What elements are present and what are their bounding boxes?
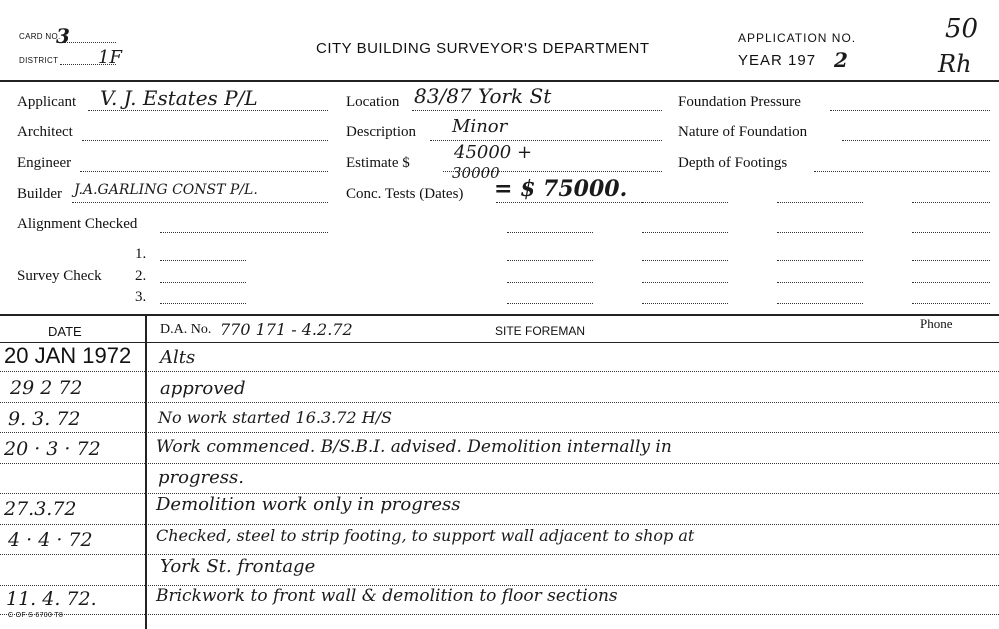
table-header-rule bbox=[0, 342, 999, 343]
location-line bbox=[412, 110, 662, 111]
table-top-rule bbox=[0, 314, 999, 316]
estimate-label: Estimate $ bbox=[346, 155, 410, 171]
right-line-c2 bbox=[912, 232, 990, 233]
row-line-1 bbox=[0, 371, 999, 372]
survey-line-2 bbox=[160, 282, 246, 283]
entry-text: York St. frontage bbox=[160, 556, 316, 577]
entry-date: 9. 3. 72 bbox=[8, 408, 81, 430]
row-line-2 bbox=[0, 402, 999, 403]
entry-date: 4 · 4 · 72 bbox=[8, 529, 93, 551]
depth-line bbox=[814, 171, 990, 172]
right-line-b4 bbox=[777, 282, 863, 283]
foundation-pressure-line bbox=[830, 110, 990, 111]
da-value: 770 171 - 4.2.72 bbox=[220, 320, 353, 339]
alignment-line bbox=[160, 232, 328, 233]
card-no-line bbox=[64, 42, 116, 43]
location-label: Location bbox=[346, 94, 400, 110]
builder-line bbox=[72, 202, 328, 203]
site-foreman-label: SITE FOREMAN bbox=[495, 324, 586, 338]
form-code: C OF S 6700 T8 bbox=[8, 612, 64, 619]
application-number: 50 bbox=[945, 14, 979, 44]
survey-line-3 bbox=[160, 303, 246, 304]
right-line-a3 bbox=[642, 260, 728, 261]
applicant-label: Applicant bbox=[17, 94, 77, 110]
right-line-b1 bbox=[777, 202, 863, 203]
estimate-value-1: 45000 + bbox=[454, 142, 533, 163]
conc-tests-line bbox=[496, 202, 662, 203]
entry-date: 20 JAN 1972 bbox=[4, 343, 132, 368]
right-line-c5 bbox=[912, 303, 990, 304]
row-line-4 bbox=[0, 463, 999, 464]
survey-num-2: 2. bbox=[135, 268, 147, 284]
survey-num-1: 1. bbox=[135, 246, 147, 262]
row-line-3 bbox=[0, 432, 999, 433]
entry-text: progress. bbox=[158, 467, 244, 488]
entry-date: 11. 4. 72. bbox=[6, 588, 97, 610]
card-no-label: CARD NO. bbox=[19, 32, 61, 41]
date-header: DATE bbox=[48, 324, 82, 339]
engineer-line bbox=[80, 171, 328, 172]
da-label: D.A. No. bbox=[160, 322, 212, 337]
alignment-label: Alignment Checked bbox=[17, 216, 138, 232]
table-column-divider bbox=[145, 315, 147, 629]
mid-extra-line-1 bbox=[507, 232, 593, 233]
nature-label: Nature of Foundation bbox=[678, 124, 808, 140]
right-line-a5 bbox=[642, 303, 728, 304]
nature-line bbox=[842, 140, 990, 141]
applicant-value: V. J. Estates P/L bbox=[100, 86, 258, 110]
estimate-value-2: 30000 bbox=[452, 164, 500, 182]
initials: Rh bbox=[938, 50, 972, 78]
survey-line-1 bbox=[160, 260, 246, 261]
right-line-b5 bbox=[777, 303, 863, 304]
header-rule bbox=[0, 80, 999, 82]
applicant-line bbox=[88, 110, 328, 111]
entry-text: No work started 16.3.72 H/S bbox=[158, 408, 392, 427]
mid-extra-line-3 bbox=[507, 282, 593, 283]
department-title: CITY BUILDING SURVEYOR'S DEPARTMENT bbox=[316, 40, 650, 57]
entry-date: 27.3.72 bbox=[4, 498, 77, 520]
description-label: Description bbox=[346, 124, 416, 140]
card-no-value: 3 bbox=[56, 24, 70, 48]
foundation-pressure-label: Foundation Pressure bbox=[678, 94, 801, 110]
right-line-a1 bbox=[642, 202, 728, 203]
row-line-5 bbox=[0, 493, 999, 494]
entry-text: approved bbox=[160, 378, 246, 399]
description-line bbox=[430, 140, 662, 141]
survey-check-label: Survey Check bbox=[17, 268, 102, 284]
row-line-9 bbox=[0, 614, 999, 615]
architect-line bbox=[82, 140, 328, 141]
right-line-c3 bbox=[912, 260, 990, 261]
application-label: APPLICATION NO. bbox=[738, 31, 857, 45]
entry-date: 20 · 3 · 72 bbox=[4, 438, 101, 460]
conc-tests-value: = $ 75000. bbox=[494, 176, 628, 202]
entry-text: Brickwork to front wall & demolition to floor sections bbox=[156, 586, 618, 606]
entry-text: Demolition work only in progress bbox=[156, 494, 461, 515]
location-value: 83/87 York St bbox=[414, 84, 552, 108]
row-line-6 bbox=[0, 524, 999, 525]
entry-text: Alts bbox=[160, 347, 196, 368]
mid-extra-line-2 bbox=[507, 260, 593, 261]
district-value: 1F bbox=[98, 47, 122, 68]
entry-text: Checked, steel to strip footing, to support wall adjacent to shop at bbox=[156, 526, 695, 545]
row-line-7 bbox=[0, 554, 999, 555]
entry-text: Work commenced. B/S.B.I. advised. Demolition internally in bbox=[156, 437, 672, 457]
description-value: Minor bbox=[452, 116, 508, 137]
architect-label: Architect bbox=[17, 124, 73, 140]
right-line-a4 bbox=[642, 282, 728, 283]
year-digit: 2 bbox=[834, 48, 848, 72]
right-line-c1 bbox=[912, 202, 990, 203]
builder-value: J.A.GARLING CONST P/L. bbox=[74, 182, 258, 198]
entry-date: 29 2 72 bbox=[10, 377, 83, 399]
year-label: YEAR 197 bbox=[738, 52, 817, 69]
survey-num-3: 3. bbox=[135, 289, 147, 305]
engineer-label: Engineer bbox=[17, 155, 72, 171]
conc-tests-label: Conc. Tests (Dates) bbox=[346, 186, 464, 202]
right-line-c4 bbox=[912, 282, 990, 283]
phone-label: Phone bbox=[920, 316, 953, 331]
right-line-a2 bbox=[642, 232, 728, 233]
right-line-b2 bbox=[777, 232, 863, 233]
builder-label: Builder bbox=[17, 186, 62, 202]
depth-label: Depth of Footings bbox=[678, 155, 788, 171]
district-label: DISTRICT bbox=[19, 56, 59, 65]
mid-extra-line-4 bbox=[507, 303, 593, 304]
right-line-b3 bbox=[777, 260, 863, 261]
